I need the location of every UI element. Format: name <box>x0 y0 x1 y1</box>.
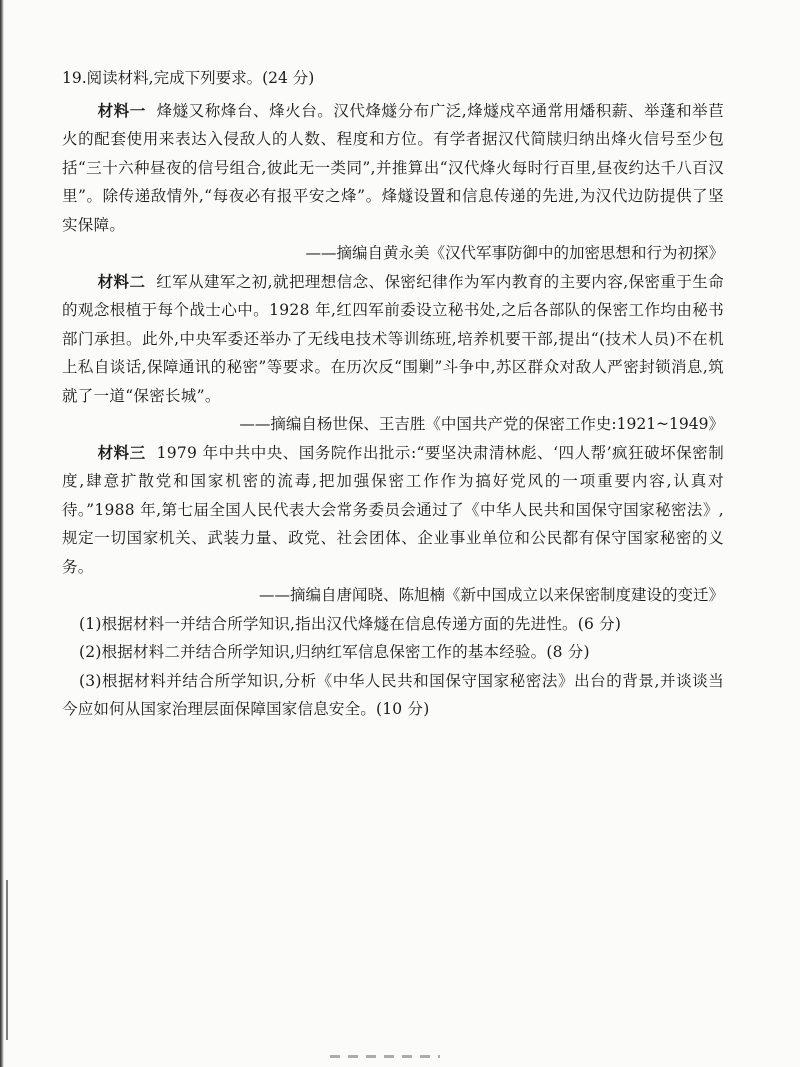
material-3-source: ——摘编自唐闻晓、陈旭楠《新中国成立以来保密制度建设的变迁》 <box>258 586 724 604</box>
material-1-text: 烽燧又称烽台、烽火台。汉代烽燧分布广泛,烽燧戍卒通常用燔积薪、举蓬和举苣火的配套使用来表达入侵敌人的人数、程度和方位。有学者据汉代简牍归纳出烽火信号至少包括“三十六种昼夜的信号组合,彼此无一类同”,并推算出“汉代烽火每时行百里,昼夜约达千八百汉里”。除传递敌情外,“每夜必有报平安之烽”。烽燧设置和信息传递的先进,为汉代边防提供了坚实保障。 <box>62 101 724 234</box>
material-3-text: 1979 年中共中央、国务院作出批示:“要坚决肃清林彪、‘四人帮’疯狂破坏保密制度,肆意扩散党和国家机密的流毒,把加强保密工作作为搞好党风的一项重要内容,认真对待。”1988 年,第七届全国人民代表大会常务委员会通过了《中华人民共和国保守国家秘密法》,规定一切国家机关、武装力量、政党、社会团体、企业事业单位和公民都有保守国家秘密的义务。 <box>62 443 724 576</box>
material-2-label: 材料二 <box>97 272 146 291</box>
material-3-paragraph <box>62 439 724 582</box>
material-1-paragraph <box>62 97 724 240</box>
material-1-source: ——摘编自黄永美《汉代军事防御中的加密思想和行为初探》 <box>305 244 724 262</box>
material-2-paragraph <box>62 268 724 411</box>
sub-question-2: (2)根据材料二并结合所学知识,归纳红军信息保密工作的基本经验。(8 分) <box>79 643 590 661</box>
scan-bottom-marks <box>330 1055 440 1058</box>
material-2-source: ——摘编自杨世保、王吉胜《中国共产党的保密工作史:1921~1949》 <box>239 415 724 433</box>
material-3-label: 材料三 <box>97 443 146 462</box>
material-2-text: 红军从建军之初,就把理想信念、保密纪律作为军内教育的主要内容,保密重于生命的观念根植于每个战士心中。1928 年,红四军前委设立秘书处,之后各部队的保密工作均由秘书部门承担。此外,中央军委还举办了无线电技术等训练班,培养机要干部,提出“(技术人员)不在机上私自谈话,保障通讯的秘密”等要求。在历次反“围剿”斗争中,苏区群众对敌人严密封锁消息,筑就了一道“保密长城”。 <box>62 272 724 405</box>
scan-edge-mark <box>6 880 8 1040</box>
material-1-label: 材料一 <box>97 101 146 120</box>
scan-edge-shadow <box>0 0 4 1067</box>
sub-question-3: (3)根据材料并结合所学知识,分析《中华人民共和国保守国家秘密法》出台的背景,并谈谈当今应如何从国家治理层面保障国家信息安全。(10 分) <box>62 671 724 718</box>
question-block <box>62 64 724 724</box>
question-title: 19.阅读材料,完成下列要求。(24 分) <box>62 69 315 87</box>
sub-question-1: (1)根据材料一并结合所学知识,指出汉代烽燧在信息传递方面的先进性。(6 分) <box>79 614 622 633</box>
